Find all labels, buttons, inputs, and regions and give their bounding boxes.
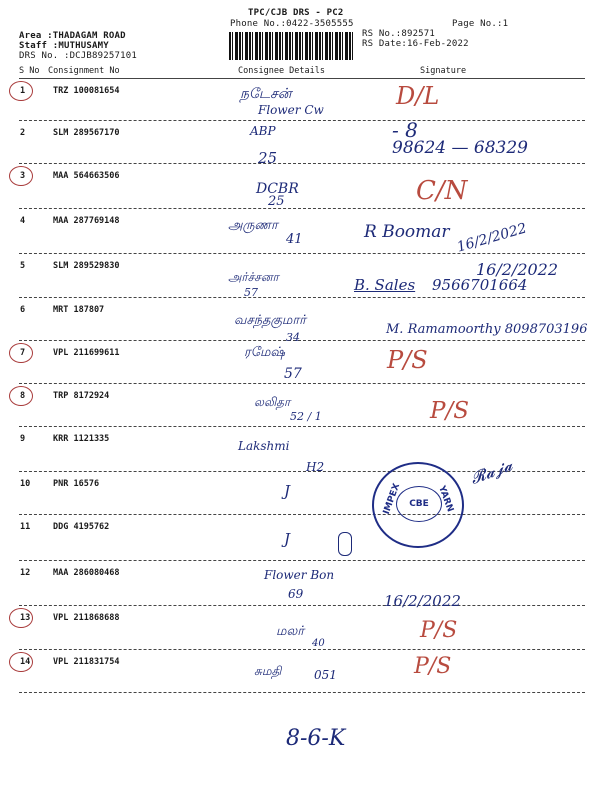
company-stamp [372,462,464,548]
col-sno: S No [19,66,40,76]
row-consignment-number: PNR 16576 [53,479,100,489]
table-row [0,171,600,181]
page-number: Page No.:1 [452,19,509,29]
row-serial-number: 7 [20,348,26,358]
hw-r12-signature: 16/2/2022 [384,592,461,610]
rs-number: RS No.:892571 [362,29,436,39]
row-serial-number: 3 [20,171,26,181]
hw-r5-signature: B. Sales [354,276,416,294]
hw-r2-signature: - 8 [392,118,418,142]
row-divider [19,297,585,298]
col-signature: Signature [420,66,467,76]
hw-r14-consignee: சுமதி [254,664,282,678]
table-row [0,522,600,532]
row-consignment-number: MAA 287769148 [53,216,120,226]
hw-r2-consignee-2: 25 [258,149,278,167]
row-divider [19,692,585,693]
staff-label: Staff :MUTHUSAMY [19,41,109,51]
header-divider [19,78,585,79]
hw-r6-consignee: வசந்தகுமார் [234,313,306,328]
row-consignment-number: VPL 211831754 [53,657,120,667]
table-row [0,305,600,315]
barcode [229,32,353,60]
row-divider [19,514,585,515]
hw-r1-consignee: நடேசன் [240,86,292,102]
area-label: Area :THADAGAM ROAD [19,31,126,41]
row-consignment-number: VPL 211699611 [53,348,120,358]
row-serial-number: 1 [20,86,26,96]
document-title: TPC/CJB DRS - PC2 [248,8,344,18]
hw-r12-consignee-2: 69 [288,587,304,601]
row-serial-number: 12 [20,568,31,578]
hw-r2-signature-2: 98624 — 68329 [392,138,528,158]
row-divider [19,605,585,606]
row-consignment-number: SLM 289567170 [53,128,120,138]
row-circle-mark [9,166,33,186]
hw-r7-consignee-2: 57 [284,366,302,382]
hw-r5-signature-2: 9566701664 [432,276,528,294]
hw-r13-consignee-2: 40 [312,638,325,649]
hw-r11-mark [338,532,352,556]
hw-r9-consignee: Lakshmi [238,439,290,453]
hw-r4-consignee: அருணா [228,218,278,233]
stamp-ring-left: IMPEX [381,482,403,516]
hw-r6-consignee-2: 34 [286,331,300,344]
stamp-ring-right: YARN [436,484,455,514]
hw-r1-signature: D/L [396,82,440,110]
table-row [0,391,600,401]
row-serial-number: 6 [20,305,26,315]
hw-r4-consignee-2: 41 [286,232,303,247]
hw-r8-signature: P/S [430,398,469,424]
table-row [0,613,600,623]
hw-r5-date: 16/2/2022 [476,260,559,279]
hw-r14-consignee-2: 051 [314,668,337,682]
hw-r12-consignee: Flower Bon [264,568,335,582]
table-row [0,479,600,489]
row-divider [19,120,585,121]
hw-r5-consignee-2: 57 [244,286,258,299]
hw-r10-consignee: J [284,482,291,500]
row-circle-mark [9,343,33,363]
table-row [0,657,600,667]
table-row [0,434,600,444]
col-consignment: Consignment No [48,66,120,76]
hw-r13-signature: P/S [420,618,458,643]
hw-r7-consignee: ரமேஷ் [244,345,285,360]
row-consignment-number: MRT 187807 [53,305,105,315]
row-consignment-number: SLM 289529830 [53,261,120,271]
row-circle-mark [9,81,33,101]
hw-r8-consignee-2: 52 / 1 [290,410,322,423]
hw-r7-signature: P/S [387,346,428,374]
hw-r6-signature: M. Ramamoorthy 8098703196 [386,322,588,337]
row-divider [19,208,585,209]
row-serial-number: 9 [20,434,26,444]
row-consignment-number: MAA 564663506 [53,171,120,181]
col-consignee: Consignee Details [238,66,325,76]
row-serial-number: 11 [20,522,31,532]
drs-number: DRS No. :DCJB89257101 [19,51,137,61]
row-circle-mark [9,652,33,672]
stamp-center: CBE [396,486,442,522]
hw-r1-consignee-2: Flower Cw [258,103,324,117]
hw-r3-consignee-2: 25 [268,194,285,209]
hw-r14-signature: P/S [414,654,452,679]
row-circle-mark [9,608,33,628]
hw-r4-signature-2: 16/2/2022 [455,220,529,256]
hw-r3-consignee: DCBR [256,181,299,197]
row-consignment-number: VPL 211868688 [53,613,120,623]
row-divider [19,340,585,341]
hw-r2-consignee: ABP [250,124,276,138]
row-divider [19,253,585,254]
row-serial-number: 5 [20,261,26,271]
hw-r11-consignee: J [284,530,291,548]
hw-footer-note: 8-6-K [286,726,346,751]
row-consignment-number: TRZ 100081654 [53,86,120,96]
hw-r4-signature: R Boomar [364,222,450,242]
row-serial-number: 2 [20,128,26,138]
hw-r9-consignee-2: H2 [306,460,325,474]
row-divider [19,383,585,384]
hw-r10-signature: 𝓡𝓪𝓳𝓪 [467,455,515,488]
row-circle-mark [9,386,33,406]
row-divider [19,649,585,650]
row-consignment-number: MAA 286080468 [53,568,120,578]
row-serial-number: 10 [20,479,31,489]
row-divider [19,560,585,561]
row-consignment-number: TRP 8172924 [53,391,110,401]
phone-number: Phone No.:0422-3505555 [230,19,354,29]
row-consignment-number: DDG 4195762 [53,522,110,532]
row-serial-number: 13 [20,613,31,623]
hw-r5-consignee: அர்ச்சனா [228,270,279,284]
hw-r3-signature: C/N [416,176,468,206]
hw-r8-consignee: லலிதா [254,395,291,409]
row-divider [19,426,585,427]
row-serial-number: 4 [20,216,26,226]
row-consignment-number: KRR 1121335 [53,434,110,444]
row-serial-number: 14 [20,657,31,667]
rs-date: RS Date:16-Feb-2022 [362,39,469,49]
hw-r13-consignee: மலர் [276,624,305,639]
row-serial-number: 8 [20,391,26,401]
row-divider [19,163,585,164]
